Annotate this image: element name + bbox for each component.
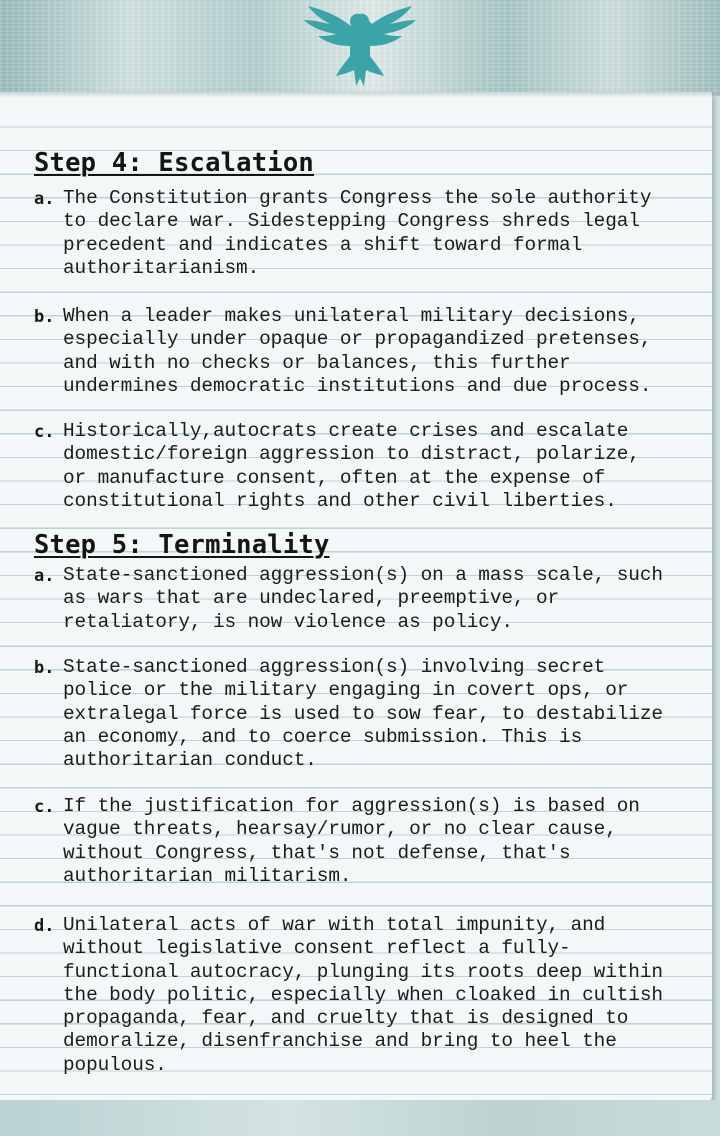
- header-banner: [0, 0, 720, 96]
- paper-top-edge: [0, 92, 712, 98]
- step-4-heading: Step 4: Escalation: [34, 148, 314, 178]
- item-text: If the justification for aggression(s) is based on vague threats, hearsay/rumor, or no clear cause, without Congress, that's not defense, that's authoritarian militarism.: [63, 795, 640, 887]
- item-text: When a leader makes unilateral military decisions, especially under opaque or propagandized pretenses, and with no checks or balances, this further undermines democratic institutions and due process.: [63, 305, 652, 397]
- item-letter: a.: [34, 189, 55, 209]
- bottom-background: [0, 1100, 720, 1136]
- eagle-silhouette-icon: [300, 2, 420, 90]
- item-letter: b.: [34, 307, 55, 327]
- item-text: State-sanctioned aggression(s) on a mass scale, such as wars that are undeclared, preemptive, or retaliatory, is now violence as policy.: [63, 564, 663, 633]
- item-text: Historically,autocrats create crises and escalate domestic/foreign aggression to distract, polarize, or manufacture consent, often at the expense of constitutional rights and other civil liberties.: [63, 420, 640, 512]
- item-text: State-sanctioned aggression(s) involving secret police or the military engaging in covert ops, or extralegal force is used to sow fear, to destabilize an economy, and to coerce submission. This is authoritarian conduct.: [63, 656, 663, 772]
- item-text: The Constitution grants Congress the sole authority to declare war. Sidestepping Congress shreds legal precedent and indicates a shift toward formal authoritarianism.: [63, 187, 652, 279]
- step-5-section: [34, 530, 704, 560]
- item-letter: a.: [34, 566, 55, 586]
- step-4-section: [34, 148, 704, 178]
- item-letter: d.: [34, 916, 55, 936]
- item-letter: c.: [34, 797, 55, 817]
- item-letter: c.: [34, 422, 55, 442]
- item-text: Unilateral acts of war with total impunity, and without legislative consent reflect a fully- functional autocracy, plunging its roots deep within the body politic, especially when cloaked in cultish propaganda, fear, and cruelty that is designed to demoralize, disenfranchise and bring to heel the populous.: [63, 914, 663, 1076]
- step-5-heading: Step 5: Terminality: [34, 530, 330, 560]
- item-letter: b.: [34, 658, 55, 678]
